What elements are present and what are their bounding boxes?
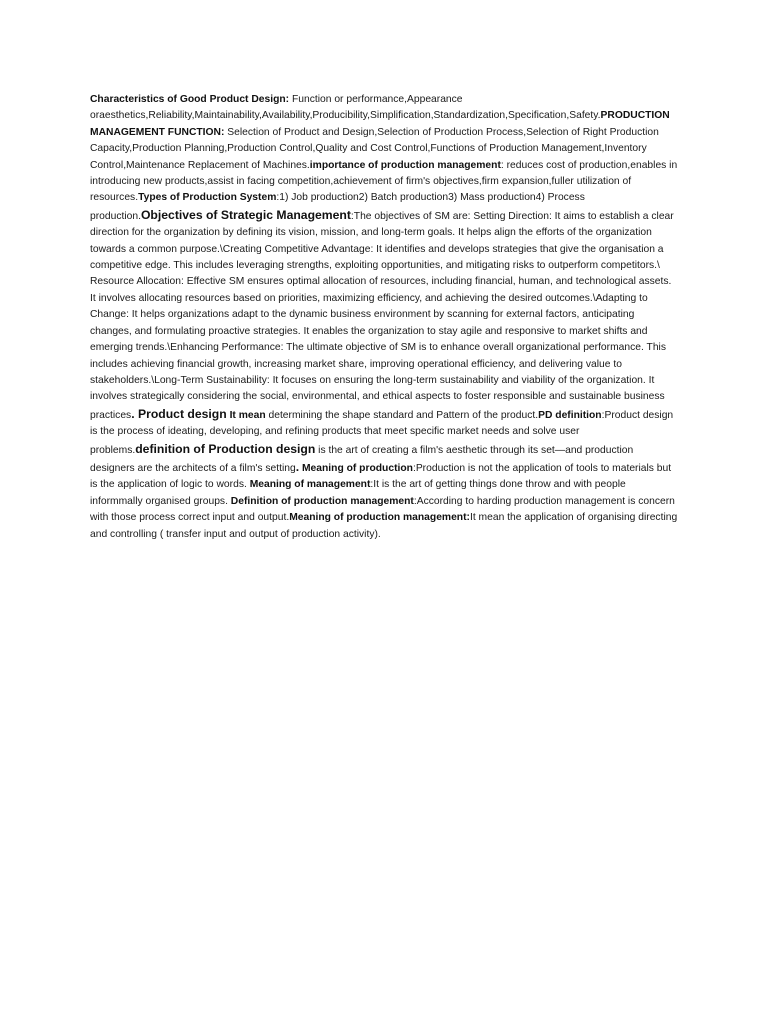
bold-heading-text: definition of Production design: [135, 441, 316, 456]
bold-heading-text: Objectives of Strategic Management: [140, 207, 351, 222]
body-text: :The objectives of SM are: Setting Direction: It aims to establish a clear direction for the organization by defining its vision, mission, and long-term goals. It helps align the efforts of the organization towards a common purpose.\Creating Competitive Advantage: It identifies and develops strategies that give the organisation a competitive edge. This includes leveraging strengths, exploiting opportunities, and mitigating risks to outperform competitors.\ Resource Allocation: Effective SM ensures optimal allocation of resources, including financial, human, and technological assets. It involves allocating resources based on priorities, maximizing efficiency, and achieving the desired outcomes.\Adapting to Change: It helps organizations adapt to the dynamic business environment by scanning for external factors, anticipating changes, and formulating proactive strategies. It enables the organization to stay agile and responsive to market shifts and emerging trends.\Enhancing Performance: The ultimate objective of SM is to enhance overall organizational performance. This includes achieving financial growth, increasing market share, improving operational efficiency, and delivering value to stakeholders.\Long-Term Sustainability: It focuses on ensuring the long-term sustainability and viability of the organization. It involves strategically considering the social, environmental, and ethical aspects to foster responsible and sustainable business practices: [90, 210, 674, 421]
body-text: determining the shape standard and Pattern of the product.: [265, 409, 539, 421]
bold-heading-text: PRODUCTION MANAGEMENT FUNCTION:: [90, 110, 670, 138]
bold-heading-text: Meaning of management: [249, 479, 371, 491]
body-text: :Production is not the application of tools to materials but is the application of logic to words.: [90, 462, 672, 491]
bold-heading-text: Definition of production management: [230, 495, 414, 507]
body-text: :It is the art of getting things done throw and with people informmally organised groups.: [90, 479, 626, 507]
body-text: : reduces cost of production,enables in introducing new products,assist in facing competition,achievement of firm's objectives,firm expansion,fuller utilization of resources.: [90, 159, 678, 204]
body-text: Function or performance,Appearance oraesthetics,Reliability,Maintainability,Availability,Producibility,Simplification,Standardization,Specification,Safety.: [90, 94, 601, 122]
bold-heading-text: It mean: [229, 409, 266, 421]
body-text: :Product design is the process of ideating, developing, and refining products that meet specific market needs and solve user problems.: [90, 409, 674, 456]
body-text: Selection of Product and Design,Selection of Production Process,Selection of Right Production Capacity,Production Planning,Production Control,Quality and Cost Control,Functions of Production Management,Inventory Control,Maintenance Replacement of Machines.: [90, 126, 659, 171]
bold-heading-text: .: [295, 459, 300, 474]
bold-heading-text: . Product design: [131, 406, 227, 421]
bold-heading-text: Characteristics of Good Product Design:: [90, 94, 290, 105]
bold-heading-text: Types of Production System: [138, 192, 277, 204]
bold-heading-text: Meaning of production: [301, 462, 413, 474]
body-text: is the art of creating a film's aesthetic through its set—and production designers are the architects of a film's setting: [90, 444, 634, 474]
bold-heading-text: importance of production management: [309, 159, 501, 171]
body-text: :1) Job production2) Batch production3) Mass production4) Process production.: [90, 192, 585, 222]
bold-heading-text: PD definition: [538, 409, 602, 421]
body-text: :According to harding production management is concern with those process correct input and output.: [90, 495, 675, 524]
bold-heading-text: Meaning of production management:: [289, 512, 470, 524]
body-text: It mean the application of organising directing and controlling ( transfer input and output of production activity).: [90, 512, 678, 540]
document-body-text: [90, 92, 678, 543]
